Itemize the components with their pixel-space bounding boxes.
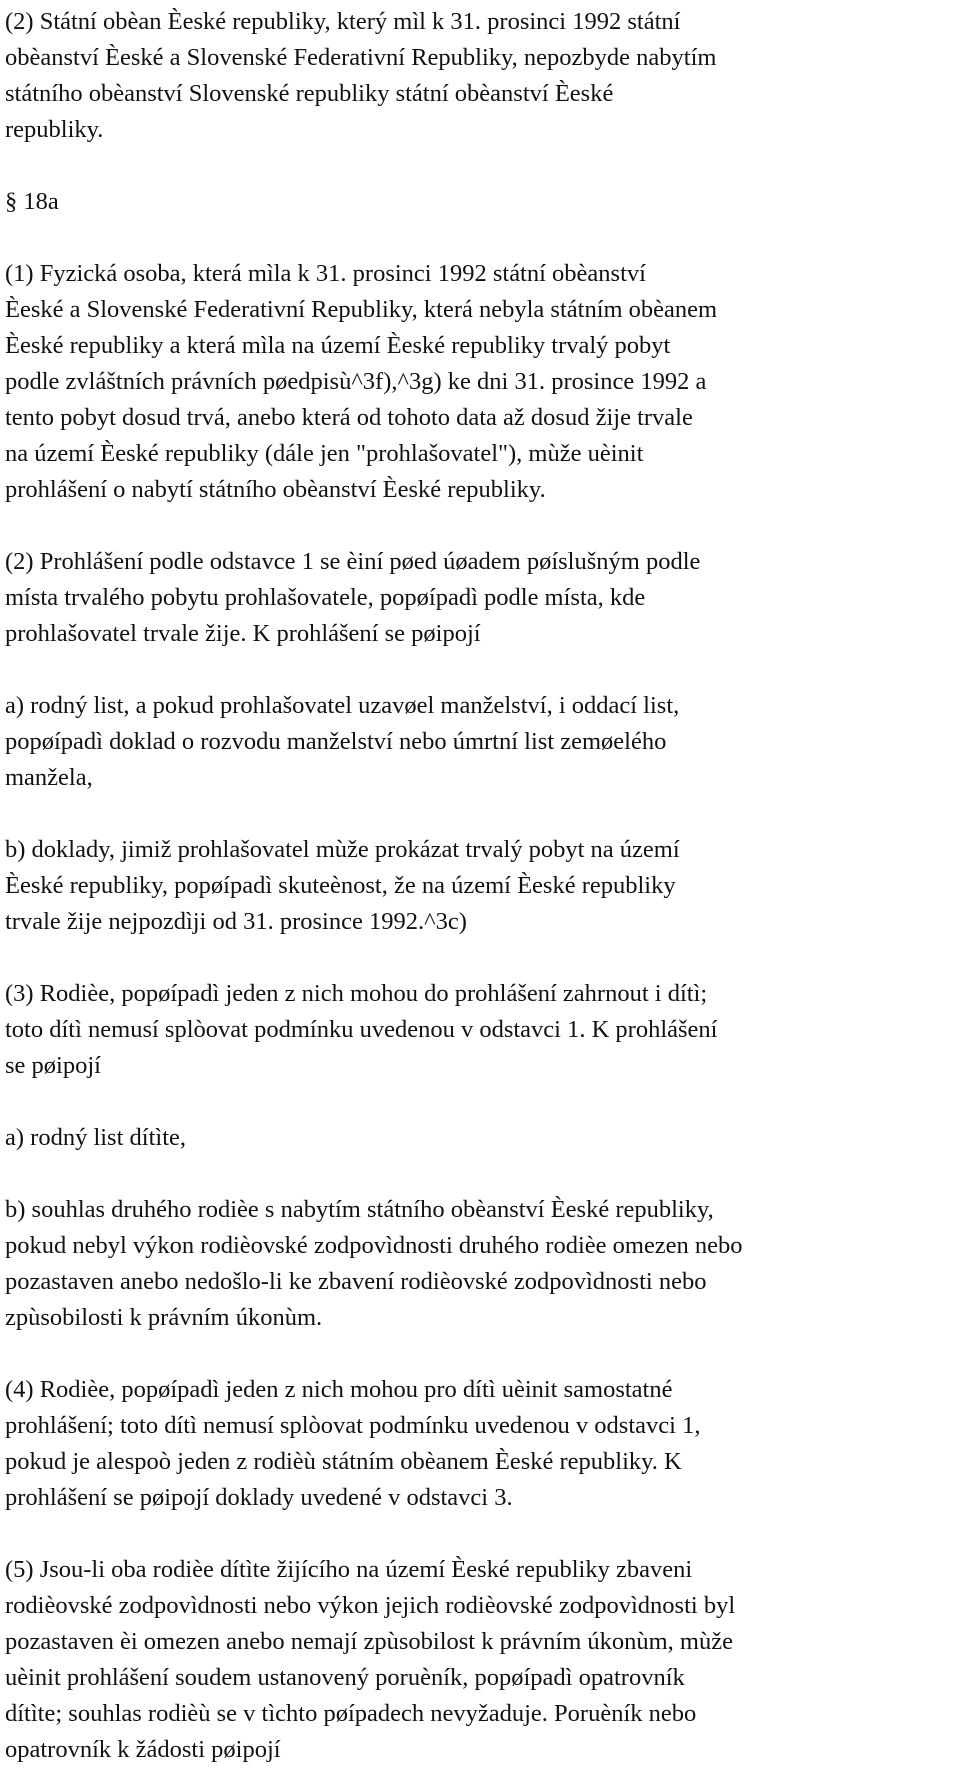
text-line: dítìte; souhlas rodièù se v tìchto pøípadech nevyžaduje. Poruèník nebo [5, 1700, 697, 1727]
text-line: prohlášení; toto dítì nemusí splòovat podmínku uvedenou v odstavci 1, [5, 1412, 701, 1439]
text-line: b) doklady, jimiž prohlašovatel mùže prokázat trvalý pobyt na území [5, 836, 680, 863]
text-line: (2) Státní obèan Èeské republiky, který mìl k 31. prosinci 1992 státní [5, 8, 681, 35]
section-heading [5, 184, 955, 220]
text-line: toto dítì nemusí splòovat podmínku uvedenou v odstavci 1. K prohlášení [5, 1016, 718, 1043]
paragraph-state-citizen [5, 4, 955, 148]
text-line: (2) Prohlášení podle odstavce 1 se èiní pøed úøadem pøíslušným podle [5, 548, 701, 575]
text-line: Èeské republiky a která mìla na území Èeské republiky trvalý pobyt [5, 332, 671, 359]
text-line: prohlášení o nabytí státního obèanství Èeské republiky. [5, 476, 546, 503]
text-line: (4) Rodièe, popøípadì jeden z nich mohou pro dítì uèinit samostatné [5, 1376, 673, 1403]
paragraph-gap [5, 1336, 955, 1372]
text-line: obèanství Èeské a Slovenské Federativní Republiky, nepozbyde nabytím [5, 44, 717, 71]
paragraph-gap [5, 148, 955, 184]
text-line: popøípadì doklad o rozvodu manželství nebo úmrtní list zemøelého [5, 728, 667, 755]
text-line: republiky. [5, 116, 104, 143]
paragraph-gap [5, 1156, 955, 1192]
text-line: Èeské a Slovenské Federativní Republiky, která nebyla státním obèanem [5, 296, 718, 323]
document-page [5, 0, 955, 1768]
text-line: podle zvláštních právních pøedpisù^3f),^3g) ke dni 31. prosince 1992 a [5, 368, 707, 395]
text-line: pozastaven èi omezen anebo nemají zpùsobilost k právním úkonùm, mùže [5, 1628, 733, 1655]
text-line: trvale žije nejpozdìji od 31. prosince 1992.^3c) [5, 908, 467, 935]
paragraph-declaration [5, 544, 955, 652]
text-line: b) souhlas druhého rodièe s nabytím státního obèanství Èeské republiky, [5, 1196, 714, 1223]
text-line: místa trvalého pobytu prohlašovatele, popøípadì podle místa, kde [5, 584, 646, 611]
paragraph-gap [5, 796, 955, 832]
list-item-documents [5, 832, 955, 940]
text-line: prohlašovatel trvale žije. K prohlášení se pøipojí [5, 620, 481, 647]
paragraph-gap [5, 220, 955, 256]
text-line: pokud nebyl výkon rodièovské zodpovìdnosti druhého rodièe omezen nebo [5, 1232, 743, 1259]
text-line: (5) Jsou-li oba rodièe dítìte žijícího na území Èeské republiky zbaveni [5, 1556, 693, 1583]
paragraph-guardian [5, 1552, 955, 1768]
text-line: pozastaven anebo nedošlo-li ke zbavení rodièovské zodpovìdnosti nebo [5, 1268, 707, 1295]
paragraph-gap [5, 652, 955, 688]
list-item-child-birth-certificate [5, 1120, 955, 1156]
text-line: prohlášení se pøipojí doklady uvedené v odstavci 3. [5, 1484, 513, 1511]
section-title: § 18a [5, 188, 59, 215]
text-line: uèinit prohlášení soudem ustanovený poruèník, popøípadì opatrovník [5, 1664, 685, 1691]
paragraph-gap [5, 1516, 955, 1552]
text-line: státního obèanství Slovenské republiky státní obèanství Èeské [5, 80, 614, 107]
paragraph-gap [5, 940, 955, 976]
text-line: rodièovské zodpovìdnosti nebo výkon jejich rodièovské zodpovìdnosti byl [5, 1592, 736, 1619]
text-line: (1) Fyzická osoba, která mìla k 31. prosinci 1992 státní obèanství [5, 260, 646, 287]
text-line: tento pobyt dosud trvá, anebo která od tohoto data až dosud žije trvale [5, 404, 693, 431]
text-line: se pøipojí [5, 1052, 101, 1079]
list-item-birth-certificate [5, 688, 955, 796]
text-line: Èeské republiky, popøípadì skuteènost, že na území Èeské republiky [5, 872, 676, 899]
paragraph-physical-person [5, 256, 955, 508]
paragraph-gap [5, 1084, 955, 1120]
text-line: (3) Rodièe, popøípadì jeden z nich mohou do prohlášení zahrnout i dítì; [5, 980, 708, 1007]
text-line: zpùsobilosti k právním úkonùm. [5, 1304, 323, 1331]
text-line: opatrovník k žádosti pøipojí [5, 1736, 281, 1763]
paragraph-parent [5, 976, 955, 1084]
text-line: na území Èeské republiky (dále jen "prohlašovatel"), mùže uèinit [5, 440, 644, 467]
text-line: pokud je alespoò jeden z rodièù státním obèanem Èeské republiky. K [5, 1448, 682, 1475]
paragraph-parent-independent [5, 1372, 955, 1516]
text-line: manžela, [5, 764, 93, 791]
text-line: a) rodný list, a pokud prohlašovatel uzavøel manželství, i oddací list, [5, 692, 680, 719]
paragraph-gap [5, 508, 955, 544]
list-item-consent [5, 1192, 955, 1336]
text-line: a) rodný list dítìte, [5, 1124, 186, 1151]
